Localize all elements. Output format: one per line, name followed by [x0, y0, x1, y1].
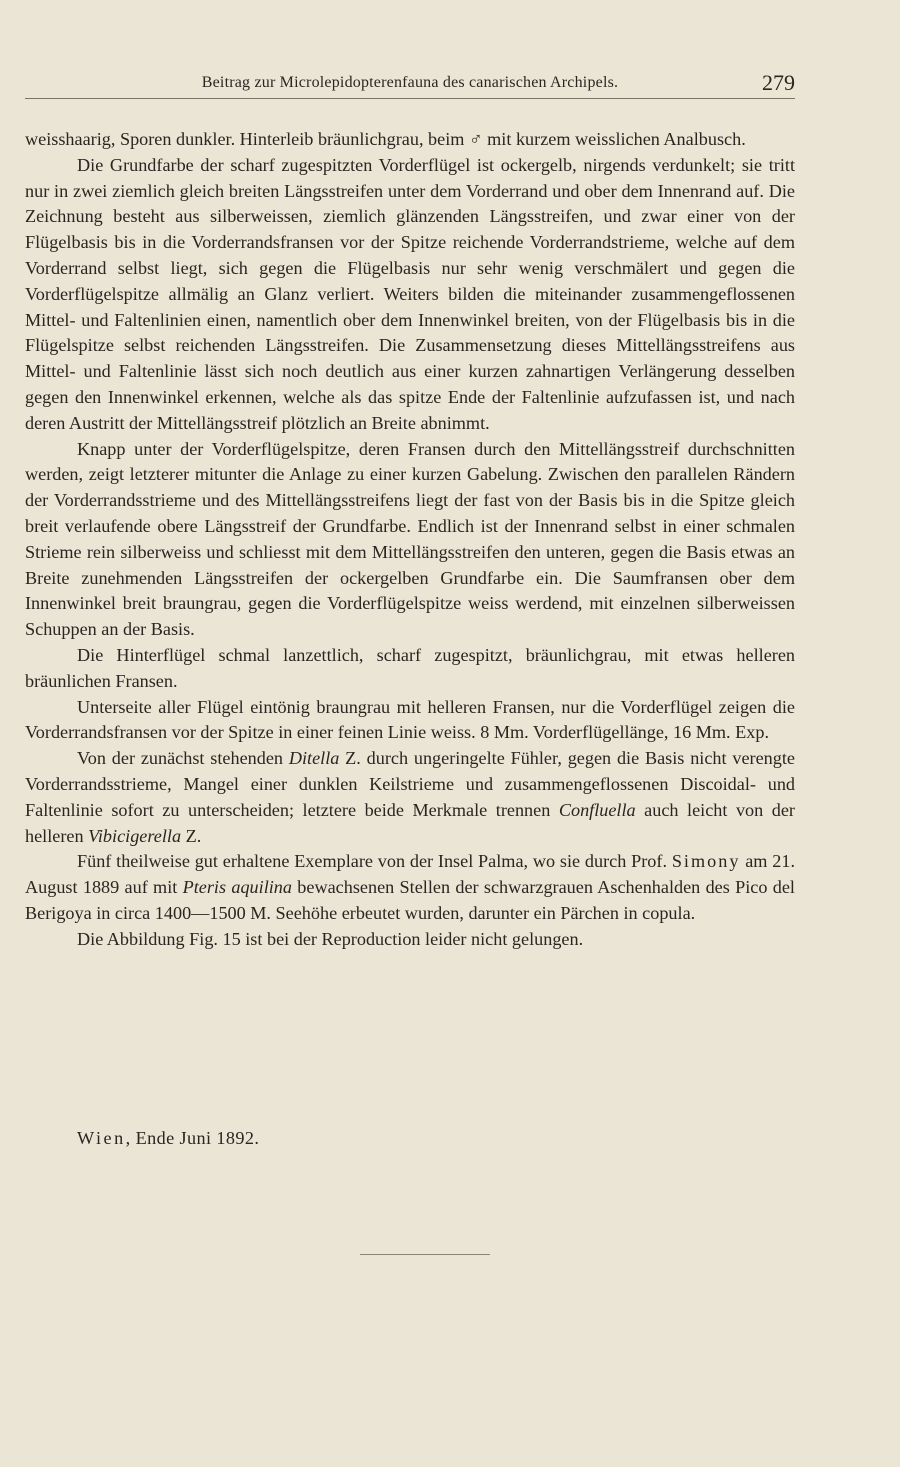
paragraph-5: Unterseite aller Flügel eintönig braungrau mit helleren Fransen, nur die Vorderflügel zeigen die Vorderrandsfransen vor der Spitze in einer feinen Linie weiss. 8 Mm. Vorderflügellänge, 16 Mm. Exp. — [25, 696, 795, 743]
page-number: 279 — [762, 70, 795, 95]
text-run: Z. durch ungeringelte Fühler, gegen die Basis nicht verengte Vorderrandsstrieme, Mangel einer dunklen Keilstrieme und zusammengeflossenen Discoidal- und Faltenlinie sofort zu unterscheiden; letztere beide Merkmale trennen — [25, 748, 795, 820]
paragraph-3: Knapp unter der Vorderflügelspitze, deren Fransen durch den Mittellängsstreif durchschnitten werden, zeigt letzterer mitunter die Anlage zu einer kurzen Gabelung. Zwischen den parallelen Rändern der Vorderrandsstrieme und des Mittellängsstreifens liegt der fast von der Basis bis in die Spitze gleich breit verlaufende obere Längsstreif der Grundfarbe. Endlich ist der Innenrand selbst in einer schmalen Strieme rein silberweiss und schliesst mit dem Mittellängsstreifen den unteren, gegen die Basis etwas an Breite zunehmenden Längsstreifen der ockergelben Grundfarbe ein. Die Saumfransen ober dem Innenwinkel breit braungrau, gegen die Vorderflügelspitze weiss werdend, mit einzelnen silberweissen Schuppen an der Basis. — [25, 438, 795, 640]
closing-line — [77, 1128, 259, 1149]
text-run: bewachsenen Stellen der schwarzgrauen Aschenhalden des Pico del Berigoya in circa 1400—1500 M. Seehöhe erbeutet wurden, darunter ein Pärchen in copula. — [25, 877, 795, 923]
paragraph-8: Die Abbildung Fig. 15 ist bei der Reproduction leider nicht gelungen. — [77, 928, 584, 949]
paragraph-4: Die Hinterflügel schmal lanzettlich, scharf zugespitzt, bräunlichgrau, mit etwas helleren bräunlichen Fransen. — [25, 644, 795, 691]
plant-name: Pteris aquilina — [182, 877, 292, 898]
species-name: Vibicigerella — [88, 825, 182, 846]
text-run: Z. — [181, 825, 202, 846]
text-run: am 21. August 1889 auf mit — [25, 851, 795, 898]
text-run: Von der zunächst stehenden — [77, 748, 289, 769]
paragraph-1: weisshaarig, Sporen dunkler. Hinterleib bräunlichgrau, beim ♂ mit kurzem weisslichen Analbusch. — [25, 129, 746, 149]
species-name: Ditella — [288, 748, 340, 769]
person-name: Simony — [671, 851, 741, 872]
paragraph-6 — [25, 746, 795, 849]
running-header — [25, 72, 795, 99]
closing-date: , Ende Juni 1892. — [125, 1128, 260, 1148]
paragraph-2: Die Grundfarbe der scharf zugespitzten Vorderflügel ist ockergelb, nirgends verdunkelt; sie tritt nur in zwei ziemlich gleich breiten Längsstreifen unter dem Vorderrand und ober dem Innenrand auf. Die Zeichnung besteht aus silberweissen, ziemlich glänzenden Längsstreifen, und zwar einer von der Flügelbasis bis in die Vorderrandsfransen vor der Spitze reichende Vorderrandstrieme, welche auf dem Vorderrand selbst liegt, sich gegen die Flügelbasis nur sehr wenig verschmälert und gegen die Vorderflügelspitze allmälig an Glanz verliert. Weiters bilden die miteinander zusammengeflossenen Mittel- und Faltenlinien einen, namentlich ober dem Innenwinkel breiten, von der Flügelbasis bis in die Flügelspitze selbst reichenden Längsstreifen. Die Zusammensetzung dieses Mittellängsstreifens aus Mittel- und Faltenlinie lässt sich noch deutlich aus einer kurzen zahnartigen Verlängerung desselben gegen den Innenwinkel erkennen, welche als das spitze Ende der Faltenlinie aufzufassen ist, und nach deren Austritt der Mittellängsstreif plötzlich an Breite abnimmt. — [25, 154, 795, 433]
running-title: Beitrag zur Microlepidopterenfauna des canarischen Archipels. — [201, 74, 619, 91]
species-name: Confluella — [558, 799, 636, 820]
text-run: auch leicht von der helleren — [25, 799, 795, 846]
paragraph-7 — [25, 849, 795, 926]
closing-place: Wien — [77, 1128, 126, 1148]
body-text — [25, 127, 795, 953]
end-rule — [360, 1254, 490, 1255]
text-run: Fünf theilweise gut erhaltene Exemplare von der Insel Palma, wo sie durch Prof. — [77, 851, 672, 872]
